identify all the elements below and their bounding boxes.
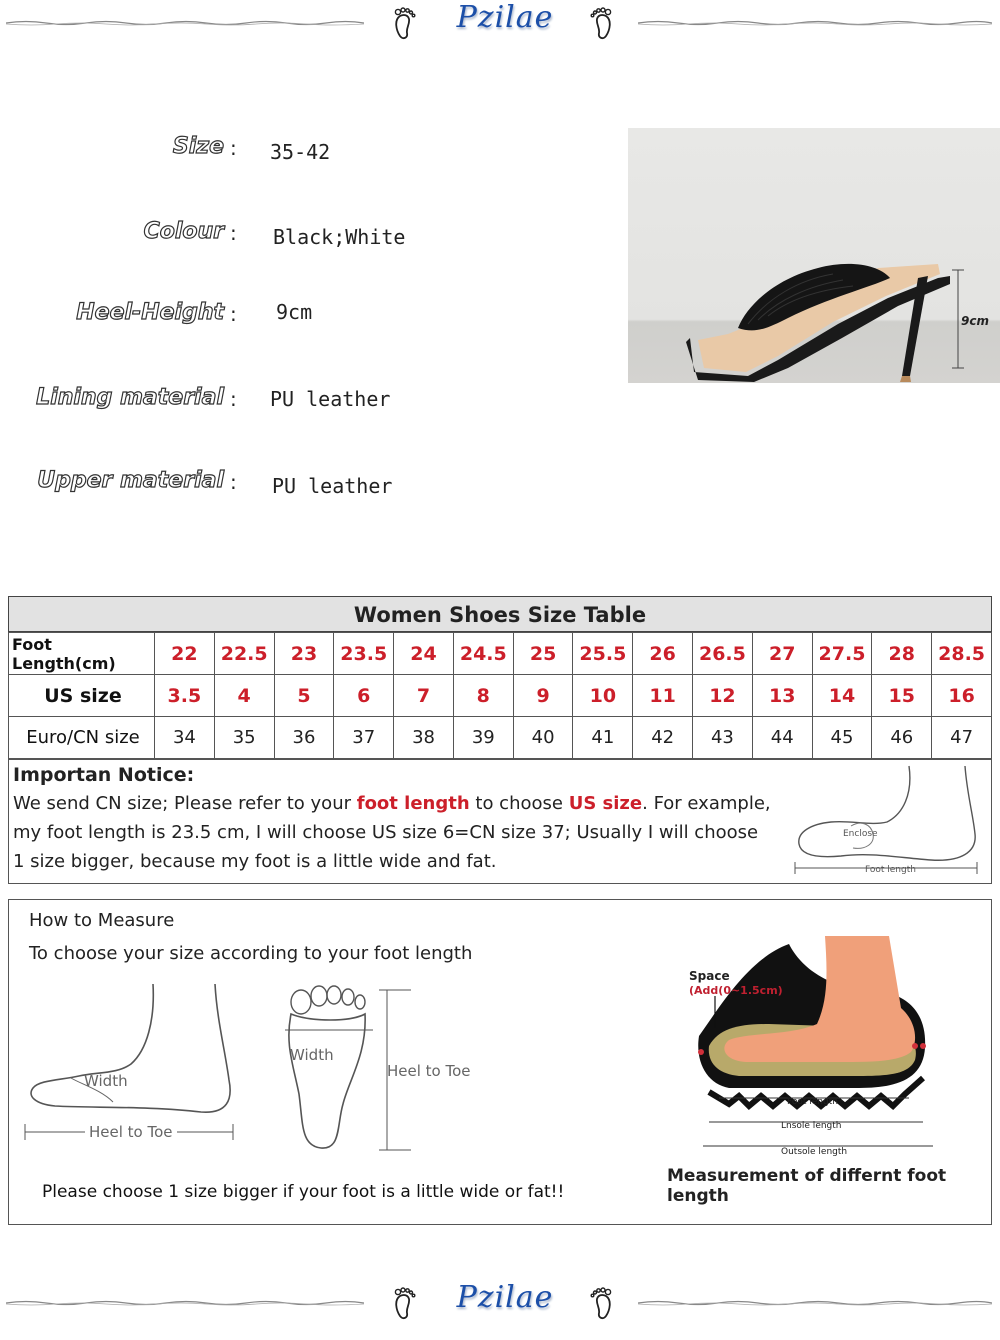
foot-outline-icon [791, 764, 987, 880]
notice-highlight: foot length [356, 793, 470, 814]
spec-label: Size [172, 134, 224, 159]
foot-length-label: Foot length [865, 865, 916, 875]
footprint-icon [390, 6, 422, 40]
notice-line-3: 1 size bigger, because my foot is a little wide and fat. [13, 851, 497, 872]
notice-highlight: US size [568, 793, 643, 814]
table-cell: 22.5 [214, 633, 274, 675]
decorative-rule [6, 1300, 364, 1306]
table-cell: 35 [214, 717, 274, 759]
spec-value: PU leather [272, 474, 393, 498]
notice-line-2: my foot length is 23.5 cm, I will choose US size 6=CN size 37; Usually I will choose [13, 822, 759, 843]
spec-colon: : [230, 302, 237, 326]
table-cell: 28 [872, 633, 932, 675]
brand-logo: Pzilae [456, 1280, 554, 1315]
spec-row-lining-material [0, 385, 620, 425]
table-cell: 27.5 [812, 633, 872, 675]
spec-row-upper-material [0, 468, 620, 508]
table-cell: 24.5 [453, 633, 513, 675]
table-cell: 7 [394, 675, 454, 717]
footprint-icon [584, 1286, 616, 1320]
spec-label: Colour [143, 219, 224, 244]
table-cell: 6 [334, 675, 394, 717]
table-cell: 25 [513, 633, 573, 675]
sandal-illustration [628, 128, 1000, 383]
table-cell: 16 [932, 675, 992, 717]
table-cell: 45 [812, 717, 872, 759]
footprint-icon [390, 1286, 422, 1320]
table-cell: 42 [633, 717, 693, 759]
table-row-euro-size [9, 717, 992, 759]
table-cell: 47 [932, 717, 992, 759]
notice-text: . For example, [642, 793, 771, 814]
spec-row-heel-height [0, 300, 620, 340]
decorative-rule [638, 1300, 992, 1306]
spec-colon: : [230, 470, 237, 494]
table-cell: 37 [334, 717, 394, 759]
spec-colon: : [230, 387, 237, 411]
table-cell: 13 [752, 675, 812, 717]
table-cell: 27 [752, 633, 812, 675]
spec-row-colour [0, 219, 620, 259]
space-add-label: (Add(0~1.5cm) [689, 984, 783, 997]
table-cell: 9 [513, 675, 573, 717]
spec-label: Lining material [36, 385, 224, 410]
spec-label: Heel-Height [76, 300, 224, 325]
width-label: Width [84, 1072, 128, 1090]
table-cell: 34 [155, 717, 215, 759]
notice-title: Importan Notice: [13, 764, 195, 786]
table-cell: 15 [872, 675, 932, 717]
insole-length-label: Lnsole length [781, 1121, 842, 1131]
row-header: US size [9, 675, 155, 717]
table-cell: 46 [872, 717, 932, 759]
table-row-us-size [9, 675, 992, 717]
heel-height-label: 9cm [961, 314, 989, 328]
measure-subtitle: To choose your size according to your foot length [29, 943, 473, 964]
size-table [8, 632, 992, 759]
row-header: Foot Length(cm) [9, 633, 155, 675]
outsole-length-label: Outsole length [781, 1147, 848, 1157]
spec-value: 9cm [276, 300, 313, 324]
brand-logo: Pzilae [456, 0, 554, 35]
decorative-rule [638, 20, 992, 26]
how-to-measure-box [8, 899, 992, 1225]
table-cell: 22 [155, 633, 215, 675]
spec-colon: : [230, 136, 237, 160]
table-cell: 3.5 [155, 675, 215, 717]
shoe-cross-section-diagram [689, 928, 949, 1158]
sole-width-label: Width [290, 1046, 334, 1064]
table-cell: 38 [394, 717, 454, 759]
table-cell: 26.5 [693, 633, 753, 675]
table-cell: 8 [453, 675, 513, 717]
table-cell: 10 [573, 675, 633, 717]
table-cell: 26 [633, 633, 693, 675]
size-table-title: Women Shoes Size Table [8, 596, 992, 632]
table-cell: 23 [274, 633, 334, 675]
footer-banner [0, 1280, 1000, 1324]
table-cell: 12 [693, 675, 753, 717]
foot-length-label: Foot length [787, 1097, 838, 1107]
spec-value: PU leather [270, 387, 391, 411]
table-cell: 24 [394, 633, 454, 675]
row-header: Euro/CN size [9, 717, 155, 759]
table-cell: 14 [812, 675, 872, 717]
table-cell: 39 [453, 717, 513, 759]
table-cell: 28.5 [932, 633, 992, 675]
sole-heel-to-toe-label: Heel to Toe [387, 1062, 471, 1080]
spec-value: 35-42 [270, 140, 331, 164]
product-photo [628, 128, 1000, 383]
heel-to-toe-label: Heel to Toe [85, 1123, 177, 1141]
table-cell: 43 [693, 717, 753, 759]
table-cell: 41 [573, 717, 633, 759]
spec-label: Upper material [37, 468, 224, 493]
measure-title: How to Measure [29, 910, 175, 931]
notice-text: We send CN size; Please refer to your [13, 793, 357, 814]
table-cell: 40 [513, 717, 573, 759]
table-cell: 36 [274, 717, 334, 759]
space-label: Space [689, 969, 730, 983]
notice-text: to choose [469, 793, 569, 814]
measurement-caption: Measurement of differnt foot length [667, 1166, 947, 1206]
table-row-foot-length [9, 633, 992, 675]
table-cell: 11 [633, 675, 693, 717]
notice-line-1 [13, 793, 771, 814]
enclose-label: Enclose [843, 829, 878, 839]
table-cell: 5 [274, 675, 334, 717]
table-cell: 25.5 [573, 633, 633, 675]
notice-box [8, 759, 992, 884]
footprint-icon [584, 6, 616, 40]
spec-colon: : [230, 221, 237, 245]
spec-value: Black;White [273, 225, 406, 249]
table-cell: 23.5 [334, 633, 394, 675]
decorative-rule [6, 20, 364, 26]
header-banner [0, 0, 1000, 44]
table-cell: 44 [752, 717, 812, 759]
table-cell: 4 [214, 675, 274, 717]
spec-row-size [0, 134, 620, 174]
size-note: Please choose 1 size bigger if your foot is a little wide or fat!! [42, 1182, 565, 1202]
